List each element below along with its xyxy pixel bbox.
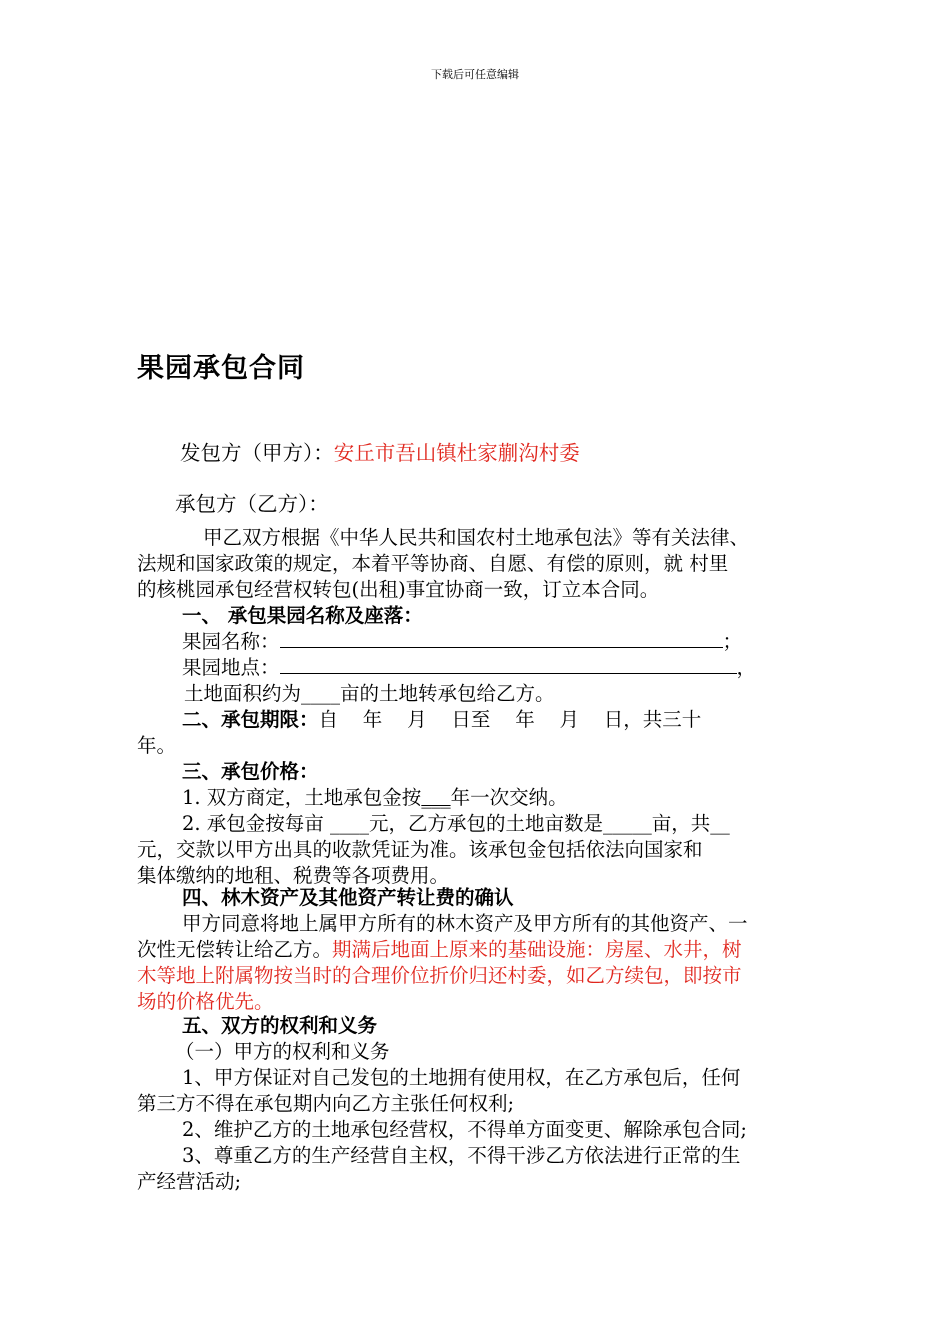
orchard-name-line <box>182 629 742 655</box>
price-item-1-blank: ___ <box>421 786 451 809</box>
section-4-line-1: 甲方同意将地上属甲方所有的林木资产及甲方所有的其他资产、一 <box>182 912 748 935</box>
party-b-label: 承包方（乙方）： <box>175 492 329 516</box>
section-4-line-2 <box>137 937 742 963</box>
party-a-line <box>180 440 580 466</box>
party-a-duty-3-line-1: 3、尊重乙方的生产经营自主权，不得干涉乙方依法进行正常的生 <box>182 1144 741 1167</box>
section-4-line-4: 场的价格优先。 <box>137 990 274 1013</box>
intro-line-3: 的核桃园承包经营权转包(出租)事宜协商一致，订立本合同。 <box>137 578 660 601</box>
orchard-location-label: 果园地点： <box>182 656 280 679</box>
intro-line-1: 甲乙双方根据《中华人民共和国农村土地承包法》等有关法律、 <box>203 526 750 549</box>
orchard-location-end: ， <box>736 656 757 679</box>
party-a-duty-3-line-2: 产经营活动; <box>137 1170 242 1193</box>
price-item-1-a: 1. 双方商定，土地承包金按 <box>182 786 422 809</box>
intro-line-2: 法规和国家政策的规定，本着平等协商、自愿、有偿的原则，就 村里 <box>137 552 729 575</box>
party-a-duty-1-line-1: 1、甲方保证对自己发包的土地拥有使用权，在乙方承包后，任何 <box>182 1066 741 1089</box>
section-1-heading: 一、 承包果园名称及座落： <box>182 604 423 627</box>
orchard-location-line <box>182 655 756 681</box>
land-area-text-b: 亩的土地转承包给乙方。 <box>340 682 555 705</box>
orchard-location-blank <box>280 655 737 674</box>
price-item-1-b: 年一次交纳。 <box>450 786 568 809</box>
section-4-line-3: 木等地上附属物按当时的合理价位折价归还村委，如乙方续包，即按市 <box>137 964 742 987</box>
section-3-heading: 三、承包价格： <box>182 760 319 783</box>
section-5-heading: 五、双方的权利和义务 <box>182 1014 378 1037</box>
land-area-blank: ____ <box>301 682 341 705</box>
section-4-line-2-red: 期满后地面上原来的基础设施：房屋、水井，树 <box>332 938 742 961</box>
price-item-2-line-3: 集体缴纳的地租、税费等各项费用。 <box>137 864 450 887</box>
section-4-heading: 四、林木资产及其他资产转让费的确认 <box>182 886 514 909</box>
document-title: 果园承包合同 <box>137 353 305 384</box>
orchard-name-end: ； <box>722 630 743 653</box>
price-item-2-line-1: 2. 承包金按每亩 ____元，乙方承包的土地亩数是_____亩，共__ <box>182 812 730 835</box>
party-a-duty-1-line-2: 第三方不得在承包期内向乙方主张任何权利; <box>137 1092 515 1115</box>
party-a-duty-2: 2、维护乙方的土地承包经营权，不得单方面变更、解除承包合同; <box>182 1118 747 1141</box>
section-4-line-2-black: 次性无偿转让给乙方。 <box>137 938 333 961</box>
section-2-term: 自 年 月 日至 年 月 日，共三十 <box>318 708 702 731</box>
party-a-label: 发包方（甲方）： <box>180 441 334 465</box>
header-note: 下载后可任意编辑 <box>431 68 519 81</box>
orchard-name-blank <box>280 629 723 648</box>
price-item-2-line-2: 元，交款以甲方出具的收款凭证为准。该承包金包括依法向国家和 <box>137 838 703 861</box>
party-b-line <box>175 491 329 517</box>
section-5-subheading: （一）甲方的权利和义务 <box>175 1040 390 1063</box>
land-area-text-a: 土地面积约为 <box>184 682 302 705</box>
price-item-1 <box>182 785 568 811</box>
section-2-continuation: 年。 <box>137 734 177 757</box>
section-2-heading: 二、承包期限： <box>182 708 319 731</box>
land-area-line <box>184 681 555 707</box>
orchard-name-label: 果园名称： <box>182 630 280 653</box>
party-a-value: 安丘市吾山镇杜家蒯沟村委 <box>333 441 580 465</box>
section-2-line <box>182 707 822 733</box>
